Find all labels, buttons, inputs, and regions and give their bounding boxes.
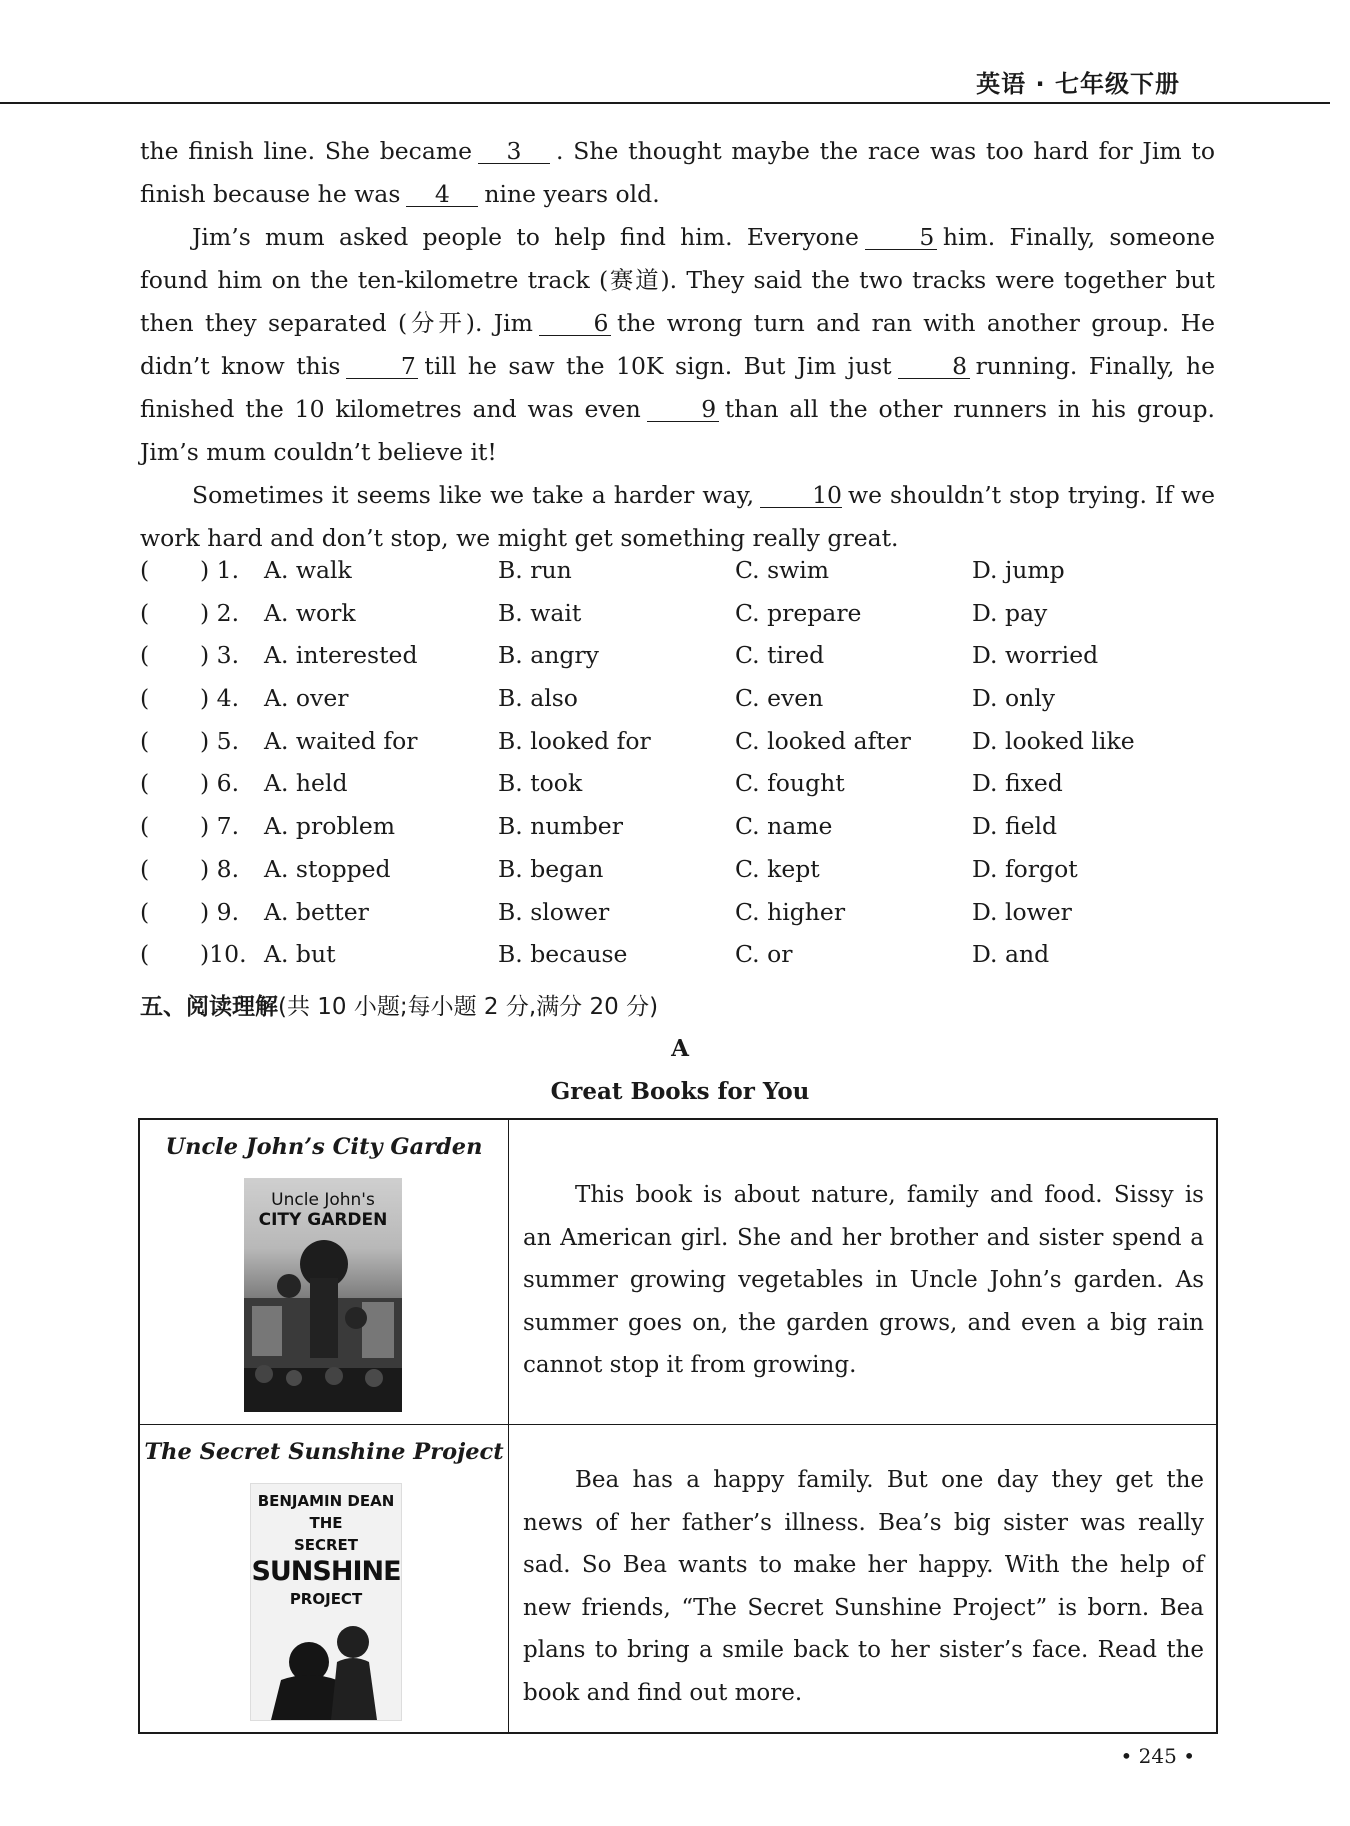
option-a: A. waited for — [264, 726, 418, 755]
answer-bracket: ( — [140, 726, 150, 755]
text: him. Finally, someone found him on the ten-kilometre track (赛道). They said the two tracks were together but then they separated (分开). Jim — [140, 223, 1215, 337]
cover-title-line: SECRET — [293, 1536, 359, 1554]
option-a: A. walk — [264, 556, 352, 584]
text: running. Finally, he finished the 10 kilometres and was even — [140, 352, 1215, 423]
book-title: Uncle John’s City Garden — [165, 1134, 483, 1160]
answer-options — [140, 556, 1215, 983]
question-row — [140, 898, 1215, 941]
option-d: D. only — [972, 684, 1056, 713]
paragraph-3 — [140, 474, 1215, 560]
option-b: B. angry — [498, 641, 599, 670]
text: till he saw the 10K sign. But Jim just — [424, 352, 892, 380]
option-c: C. kept — [735, 854, 820, 883]
option-d: D. worried — [972, 641, 1099, 670]
book-description: Bea has a happy family. But one day they get the news of her father’s illness. Bea’s big sister was really sad. So Bea wants to make her happy. With the help of new friends, “The Secret Sunshine Project” is born. Bea plans to bring a smile back to her sister’s face. Read the book and find out more. — [523, 1467, 1204, 1706]
book-info-cell — [140, 1425, 509, 1732]
option-c: C. tired — [735, 641, 825, 670]
book-cover-image — [250, 1483, 402, 1721]
answer-bracket: ( — [140, 598, 150, 627]
text: the finish line. She became — [140, 137, 473, 165]
question-row — [140, 727, 1215, 770]
text: . She thought maybe the race was too hard for Jim to finish because he was — [140, 137, 1215, 208]
answer-bracket: ( — [140, 940, 150, 969]
book-row — [140, 1425, 1216, 1732]
question-number: ) 8. — [200, 854, 240, 883]
blank-7: 7 — [346, 354, 418, 379]
paragraph-2 — [140, 216, 1215, 474]
cloze-passage — [140, 130, 1215, 560]
book-series-title: 英语 · 七年级下册 — [976, 70, 1180, 98]
question-number: ) 2. — [200, 598, 240, 627]
option-d: D. fixed — [972, 769, 1063, 798]
question-row — [140, 940, 1215, 983]
option-a: A. but — [264, 940, 336, 969]
page-header — [0, 56, 1330, 104]
option-c: C. swim — [735, 556, 830, 584]
cover-title-line: PROJECT — [289, 1590, 363, 1608]
option-d: D. field — [972, 812, 1058, 841]
text: than all the other runners in his group. Jim’s mum couldn’t believe it! — [140, 395, 1215, 466]
blank-8: 8 — [898, 354, 970, 379]
question-number: ) 1. — [200, 556, 240, 584]
question-number: ) 6. — [200, 769, 240, 798]
option-d: D. looked like — [972, 726, 1135, 755]
option-d: D. forgot — [972, 854, 1078, 883]
option-c: C. prepare — [735, 598, 862, 627]
cover-illustration — [244, 1178, 402, 1412]
book-title: The Secret Sunshine Project — [144, 1439, 504, 1465]
option-a: A. over — [264, 684, 349, 713]
answer-bracket: ( — [140, 812, 150, 841]
cover-title-line: THE — [309, 1514, 343, 1532]
page-number: • 245 • — [1120, 1744, 1195, 1768]
blank-3: 3 — [478, 139, 550, 164]
question-row — [140, 599, 1215, 642]
option-b: B. looked for — [498, 726, 651, 755]
answer-bracket: ( — [140, 897, 150, 926]
blank-10: 10 — [760, 483, 842, 508]
books-table — [138, 1118, 1218, 1734]
answer-bracket: ( — [140, 556, 150, 584]
option-b: B. because — [498, 940, 628, 969]
question-number: ) 3. — [200, 641, 240, 670]
books-heading: Great Books for You — [550, 1078, 810, 1105]
blank-9: 9 — [647, 397, 719, 422]
option-a: A. stopped — [264, 854, 391, 883]
option-d: D. jump — [972, 556, 1065, 584]
question-row — [140, 684, 1215, 727]
question-number: ) 9. — [200, 897, 240, 926]
paragraph-1 — [140, 130, 1215, 216]
option-d: D. and — [972, 940, 1050, 969]
option-c: C. fought — [735, 769, 845, 798]
option-b: B. run — [498, 556, 572, 584]
question-number: ) 4. — [200, 684, 240, 713]
option-c: C. higher — [735, 897, 846, 926]
question-row — [140, 812, 1215, 855]
cover-title — [251, 1490, 401, 1610]
option-c: C. or — [735, 940, 793, 969]
cover-author: BENJAMIN DEAN — [257, 1492, 395, 1510]
section-heading — [140, 988, 658, 1021]
blank-5: 5 — [865, 225, 937, 250]
text: Jim’s mum asked people to help find him. Everyone — [192, 223, 859, 251]
section-title: 五、阅读理解 — [140, 994, 278, 1020]
question-row — [140, 641, 1215, 684]
option-b: B. wait — [498, 598, 582, 627]
option-c: C. name — [735, 812, 833, 841]
blank-4: 4 — [406, 182, 478, 207]
option-a: A. interested — [264, 641, 418, 670]
option-d: D. pay — [972, 598, 1048, 627]
question-number: ) 7. — [200, 812, 240, 841]
text: Sometimes it seems like we take a harder way, — [192, 481, 755, 509]
option-b: B. number — [498, 812, 623, 841]
question-row — [140, 855, 1215, 898]
book-cover-image — [244, 1178, 402, 1412]
text: nine years old. — [484, 180, 660, 208]
book-row — [140, 1120, 1216, 1425]
option-b: B. also — [498, 684, 578, 713]
book-info-cell — [140, 1120, 509, 1424]
option-b: B. took — [498, 769, 583, 798]
cover-title-line: CITY GARDEN — [258, 1210, 388, 1230]
text: we shouldn’t stop trying. If we work hard and don’t stop, we might get something really great. — [140, 481, 1215, 552]
option-a: A. held — [264, 769, 348, 798]
part-label: A — [671, 1035, 689, 1062]
section-note: (共 10 小题;每小题 2 分,满分 20 分) — [278, 994, 659, 1020]
answer-bracket: ( — [140, 854, 150, 883]
blank-6: 6 — [539, 311, 611, 336]
question-number: )10. — [200, 940, 247, 969]
cover-title-line: SUNSHINE — [251, 1556, 401, 1587]
answer-bracket: ( — [140, 641, 150, 670]
question-row — [140, 769, 1215, 812]
option-c: C. looked after — [735, 726, 911, 755]
option-a: A. work — [264, 598, 356, 627]
question-row — [140, 556, 1215, 599]
answer-bracket: ( — [140, 769, 150, 798]
book-description-cell — [509, 1425, 1216, 1732]
book-description: This book is about nature, family and food. Sissy is an American girl. She and her brother and sister spend a summer growing vegetables in Uncle John’s garden. As summer goes on, the garden grows, and even a big rain cannot stop it from growing. — [523, 1182, 1204, 1378]
cover-title-line: Uncle John's — [271, 1190, 375, 1210]
book-description-cell — [509, 1120, 1216, 1424]
option-c: C. even — [735, 684, 824, 713]
option-b: B. began — [498, 854, 604, 883]
option-d: D. lower — [972, 897, 1072, 926]
answer-bracket: ( — [140, 684, 150, 713]
option-a: A. problem — [264, 812, 396, 841]
text: the wrong turn and ran with another group. He didn’t know this — [140, 309, 1216, 380]
option-b: B. slower — [498, 897, 610, 926]
option-a: A. better — [264, 897, 369, 926]
question-number: ) 5. — [200, 726, 240, 755]
